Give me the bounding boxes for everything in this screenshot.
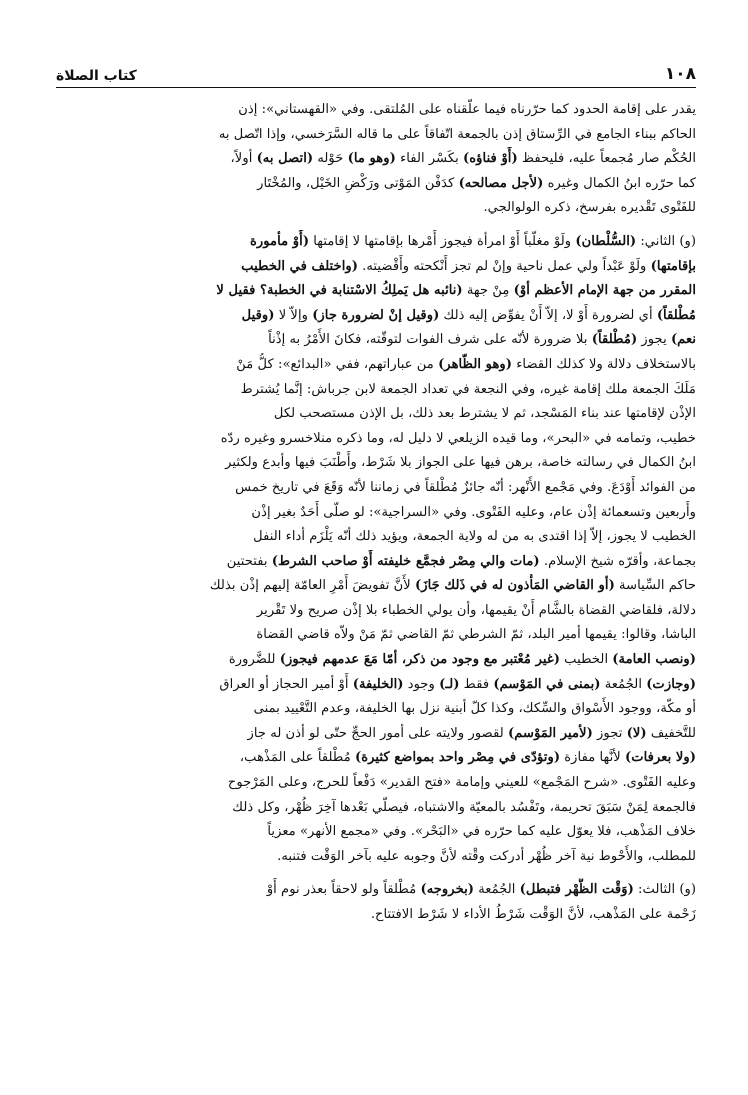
text-line	[56, 501, 696, 526]
text-run: كما حرّره ابنُ الكمال وغيره	[543, 175, 696, 191]
text-run: بلا ضرورة لأنّه على شرف الفوات لتوقّته، فكانَ الأَمْرُ به إذْناً	[268, 332, 592, 348]
paragraph	[56, 878, 696, 927]
text-line	[56, 550, 696, 575]
text-line	[56, 402, 696, 427]
bold-matn-run: (وقيل	[241, 307, 275, 323]
text-run: لأَنَّ تفويضَ أَمْرِ العامّة إليهم إذْن بذلك	[209, 578, 416, 594]
text-run: للتَّخفيف	[646, 725, 696, 741]
text-run: بكَسْر الفاء	[395, 151, 464, 167]
paragraph	[56, 98, 696, 221]
text-line	[56, 697, 696, 722]
text-line	[56, 903, 696, 928]
text-run: مَلَكَ الجمعة ملك إقامة غيره، وفي النجعة في تعداد الجمعة لابن جرباش: إنَّما يُشترط	[240, 381, 696, 397]
text-run: الإذْن لإقامتها عند بناء المَسْجد، ثم لا يشترط بعد ذلك، بل الإذن مستصحب لكل	[273, 406, 696, 422]
text-run: فقط	[459, 676, 494, 692]
bold-matn-run: (وتؤدّى في مِصْر واحد بمواضع كثيرة)	[355, 750, 561, 766]
text-run: للمطلب، والأَحْوط نية آخر ظُهْر أدركت وقْته لأنَّ وجوبه عليه بآخر الوَقْت فتنبه.	[277, 848, 696, 864]
text-run: وأَربعين وتسعمائة إذْن عام، وعليه الفَتْوى. وفي «السراجية»: لو صلّى أَحَدٌ بغير إذْن	[251, 504, 696, 520]
page-number: ١٠٨	[664, 64, 696, 84]
text-run: للفَتْوى تَقْديره بفرسخ، ذكره الولوالجي.	[483, 200, 696, 216]
text-run: زَحْمة على المَذْهب، لأنَّ الوَقْت شَرْطُ الأداء لا شَرْط الافتتاح.	[370, 907, 696, 922]
text-run: وعليه الفَتْوى. «شرح المَجْمع» للعيني وإمامة «فتح القدير» دَفْعاً للحرج، وعلى المَرْجوح	[227, 775, 696, 791]
text-line	[56, 820, 696, 845]
bold-matn-run: (لأمير المَوْسم)	[508, 725, 593, 741]
text-line	[56, 623, 696, 648]
text-run: من عباراتهم، ففي «البدائع»: كلُّ مَنْ	[236, 356, 439, 372]
bold-matn-run: (اتصل به)	[256, 151, 314, 167]
bold-matn-run: (ولا بعرفات)	[624, 750, 696, 766]
text-line	[56, 255, 696, 280]
text-run: بالاستخلاف دلالة ولا كذلك القضاء	[512, 356, 696, 372]
text-run: ولَوْ عَبْداً ولي عمل ناحية وإنْ لم تجز أَنْكحته وأَقْضيته.	[357, 258, 651, 274]
text-line	[56, 746, 696, 771]
text-run: مُطْلقاً ولو لاحقاً بعذر نوم أَوْ	[266, 882, 421, 898]
bold-matn-run: المقرر من جهة الإمام الأعظم أوْ)	[513, 283, 696, 299]
text-run: الجُمُعة	[474, 882, 520, 898]
text-run: كدَفْن المَوْتى ورَكْضِ الخَيْل، والمُخْتَار	[257, 175, 459, 191]
bold-matn-run: (أَوْ مأمورة	[249, 233, 310, 249]
text-run: (و) الثالث:	[633, 882, 696, 898]
text-run: مِنْ جهة	[462, 283, 514, 299]
bold-matn-run: (بخروجه)	[420, 882, 474, 898]
bold-matn-run: نعم)	[670, 332, 696, 348]
text-run: مُطْلقاً على المَذْهب،	[239, 750, 355, 766]
text-run: أولاً،	[230, 151, 257, 167]
running-title: كتاب الصلاة	[56, 68, 137, 84]
text-run: يجوز	[637, 332, 671, 348]
paragraph	[56, 230, 696, 869]
bold-matn-run: بإقامتها)	[650, 258, 696, 274]
text-line	[56, 648, 696, 673]
text-run: أَوْ أمير الحجاز أو العراق	[219, 676, 353, 692]
bold-matn-run: (وقيل إنْ لضرورة جاز)	[312, 307, 440, 323]
text-line	[56, 378, 696, 403]
text-run: بجماعة، وأقرّه شيخ الإسلام.	[539, 553, 696, 569]
text-line	[56, 599, 696, 624]
text-line	[56, 845, 696, 870]
text-run: لقصور ولايته على أمور الحجِّ حتّى لو أذن له جاز	[247, 725, 508, 741]
text-run: وجود	[403, 676, 440, 692]
bold-matn-run: (غير مُعْتبر مع وجود من ذكر، أمّا مَعَ عدمهم فيجوز)	[279, 652, 560, 668]
text-run: أي لضرورة أَوْ لا، إلاّ أَنْ يفوِّض إليه ذلك	[439, 307, 657, 323]
bold-matn-run: (أَوْ فناؤه)	[463, 151, 518, 167]
bold-matn-run: (مُطْلقاً)	[591, 332, 638, 348]
text-line	[56, 304, 696, 329]
running-head	[56, 60, 696, 88]
text-line	[56, 476, 696, 501]
text-run: الجُمُعة	[600, 676, 647, 692]
bold-matn-run: (وَقْت الظُّهْر فتبطل)	[519, 882, 634, 898]
text-line	[56, 147, 696, 172]
text-run: تجوز	[592, 725, 627, 741]
bold-matn-run: (لا)	[626, 725, 647, 741]
bold-matn-run: (نائبه هل يَملِكُ الاسْتنابة في الخطبة؟ فقيل لا	[216, 283, 463, 299]
text-line	[56, 796, 696, 821]
text-run: أو مكّة، ووجود الأَسْواق والسِّكك، وكذا كلّ أبنية نزل بها الخليفة، وعدم التَّعْييد بمنى	[253, 701, 696, 717]
text-line	[56, 525, 696, 550]
text-run: ولَوْ مغلّباً أَوْ امرأة فيجوز أَمْرها بإقامتها لا إقامتها	[309, 233, 576, 249]
text-line	[56, 427, 696, 452]
text-line	[56, 353, 696, 378]
text-run: خلاف المَذْهب، فلا يعوّل عليه كما حرّره في «البَحْر». وفي «مجمع الأنهر» معزياً	[267, 824, 696, 840]
bold-matn-run: (وجازت)	[646, 676, 696, 692]
text-line	[56, 574, 696, 599]
book-page	[56, 60, 696, 928]
text-run: الحُكْم صار مُجمعاً عليه، فليحفظ	[517, 151, 696, 167]
text-run: وإلاّ لا	[274, 307, 313, 323]
text-run: الحاكم ببناء الجامع في الرِّستاق إذن بالجمعة اتّفاقاً على ما قاله السَّرَخسي، وإذا اتّصل به	[218, 126, 696, 142]
bold-matn-run: مُطْلقاً)	[656, 307, 696, 323]
bold-matn-run: (ونصب العامة)	[612, 652, 696, 668]
text-line	[56, 230, 696, 255]
text-line	[56, 196, 696, 221]
bold-matn-run: (لأجل مصالحه)	[458, 175, 544, 191]
text-run: دلالة، فلقاضي القضاة بالشَّام أَنْ يقيمها، وأن يولي الخطباء بلا إذْن صريح ولا تَقْرير	[256, 602, 696, 618]
text-line	[56, 123, 696, 148]
bold-matn-run: (بمنى في المَوْسم)	[493, 676, 601, 692]
text-line	[56, 328, 696, 353]
text-line	[56, 279, 696, 304]
text-line	[56, 673, 696, 698]
text-line	[56, 98, 696, 123]
text-run: لأنَّها مفازة	[560, 750, 625, 766]
text-run: من الفوائد أَوْدَعَ. وفي مَجْمع الأَنْهر: أنّه جائزٌ مُطْلقاً في زماننا لأنّه وَقَعَ في تاريخ خمس	[235, 479, 696, 495]
text-line	[56, 771, 696, 796]
text-run: ابنُ الكمال في رسالته خاصة، برهن فيها على الجواز بلا شَرْط، وأَطْنَبَ فيها وأبدع ولكثير	[225, 455, 696, 471]
text-run: فالجمعة لِمَنْ سَبَقَ تحريمة، وتَفْسُد بالمعيّة والاشتباه، فيصلّي بَعْدها آخِرَ ظُهْر، وكل ذلك	[232, 799, 696, 815]
text-run: (و) الثاني:	[636, 233, 696, 249]
text-run: الباشا، وقالوا: يقيمها أمير البلد، ثمّ الشرطي ثمّ القاضي ثمّ مَنْ ولاّه قاضي القضاة	[256, 627, 696, 643]
bold-matn-run: (وهو الظّاهر)	[438, 356, 513, 372]
text-run: خطيب، وتمامه في «البحر»، وما قيده الزيلعي لا دليل له، وما ذكره منلاخسرو وغيره ردّه	[220, 430, 696, 446]
text-line	[56, 451, 696, 476]
text-run: يقدر على إقامة الحدود كما حرّرناه فيما علّقناه على المُلتقى. وفي «القهستاني»: إذن	[238, 102, 696, 117]
text-line	[56, 722, 696, 747]
bold-matn-run: (لـ)	[439, 676, 460, 692]
text-run: الخطيب لا يجوز، إلاّ إذا اقتدى به من له ولاية الجمعة، ويؤيد ذلك أنّه يَلْزَم أداء النفل	[253, 529, 696, 545]
text-line	[56, 172, 696, 197]
text-run: الخطيب	[559, 652, 613, 668]
bold-matn-run: (مات والي مِصْر فجمَّع خليفته أَوْ صاحب الشرط)	[271, 553, 540, 569]
bold-matn-run: (أو القاضي المَأْذون له في ذَلك جَازَ)	[415, 578, 615, 594]
bold-matn-run: (وهو ما)	[347, 151, 396, 167]
text-run: بفتحتين	[226, 553, 272, 569]
bold-matn-run: (واختلف في الخطيب	[241, 258, 358, 274]
text-line	[56, 878, 696, 903]
text-run: حاكم السِّياسة	[614, 578, 696, 594]
bold-matn-run: (الخليفة)	[352, 676, 404, 692]
text-run: للضَّرورة	[228, 652, 280, 668]
text-run: حَوْله	[313, 151, 348, 167]
body-text	[56, 98, 696, 928]
bold-matn-run: (السُّلْطان)	[575, 233, 637, 249]
